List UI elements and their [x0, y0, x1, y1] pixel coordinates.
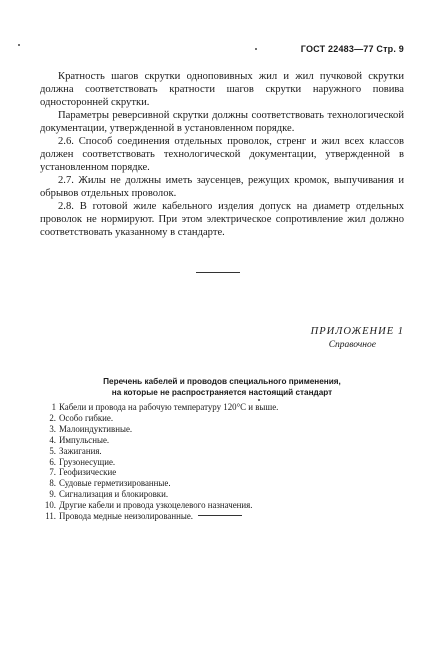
appendix-subtitle: Справочное: [328, 340, 376, 350]
list-item: [40, 511, 278, 522]
list-item: [40, 413, 278, 424]
list-item-number: 10.: [44, 500, 56, 511]
list-item: [40, 489, 278, 500]
list-item-text: Зажигания.: [59, 445, 102, 456]
list-item: [40, 500, 278, 511]
list-item-text: Судовые герметизированные.: [59, 478, 171, 489]
list-title-line-1: Перечень кабелей и проводов специального применения,: [103, 377, 341, 386]
list-title: [40, 376, 404, 398]
paragraph-2-6: 2.6. Способ соединения отдельных проволок, стренг и жил всех классов должен соответствовать технологической документации, утвержденной в установленном порядке.: [40, 136, 404, 173]
paragraph-2-8: 2.8. В готовой жиле кабельного изделия допуск на диаметр отдельных проволок не нормируют. При этом электрическое сопротивление жил должно соответствовать указанному в стандарте.: [40, 201, 404, 238]
list-item-number: 4.: [49, 434, 56, 445]
list-item-number: 9.: [49, 489, 56, 500]
list-item: [40, 402, 278, 413]
list-item-number: 3.: [49, 423, 56, 434]
list-item-text: Импульсные.: [59, 434, 110, 445]
list-item: [40, 435, 278, 446]
list-item-text: Провода медные неизолированные.: [59, 511, 193, 522]
paragraph-2: Параметры реверсивной скрутки должны соответствовать технологической документации, утвержденной в установленном порядке.: [40, 110, 404, 134]
list-item-number: 1: [51, 402, 56, 412]
list-item: [40, 446, 278, 457]
list-item-text: Особо гибкие.: [59, 412, 114, 423]
list-item-number: 6.: [49, 456, 56, 467]
list-item-number: 2.: [49, 412, 56, 423]
list-item-text: Кабели и провода на рабочую температуру 120°С и выше.: [59, 402, 279, 412]
scan-speck: [18, 44, 20, 46]
list-item-text: Другие кабели и провода узкоцелевого назначения.: [59, 500, 253, 511]
list-title-line-2: на которые не распространяется настоящий стандарт: [111, 388, 333, 397]
cable-list: [40, 402, 278, 522]
main-text: [40, 70, 404, 239]
list-item: [40, 457, 278, 468]
list-item-number: 5.: [49, 445, 56, 456]
paragraph-1: Кратность шагов скрутки одноповивных жил и жил пучковой скрутки должна соответствовать кратности шагов скрутки наружного повива односторонней скрутки.: [40, 71, 404, 108]
list-item-text: Грузонесущие.: [59, 456, 116, 467]
separator-rule-top: [196, 272, 240, 273]
list-item-number: 7.: [49, 467, 56, 478]
list-item-number: 8.: [49, 478, 56, 489]
paragraph-2-7: 2.7. Жилы не должны иметь заусенцев, режущих кромок, выпучивания и обрывов отдельных проволок.: [40, 175, 404, 199]
appendix-title: ПРИЛОЖЕНИЕ 1: [310, 326, 404, 337]
scan-speck: [255, 48, 257, 50]
list-item: [40, 424, 278, 435]
list-item: [40, 467, 278, 478]
list-item: [40, 478, 278, 489]
list-item-number: 11.: [45, 511, 56, 522]
list-item-text: Геофизические: [59, 467, 117, 478]
separator-rule-bottom: [198, 515, 242, 516]
list-item-text: Сигнализация и блокировки.: [59, 489, 169, 500]
page-header: ГОСТ 22483—77 Стр. 9: [300, 44, 404, 54]
list-item-text: Малоиндуктивные.: [59, 423, 133, 434]
scan-speck: [258, 399, 260, 401]
